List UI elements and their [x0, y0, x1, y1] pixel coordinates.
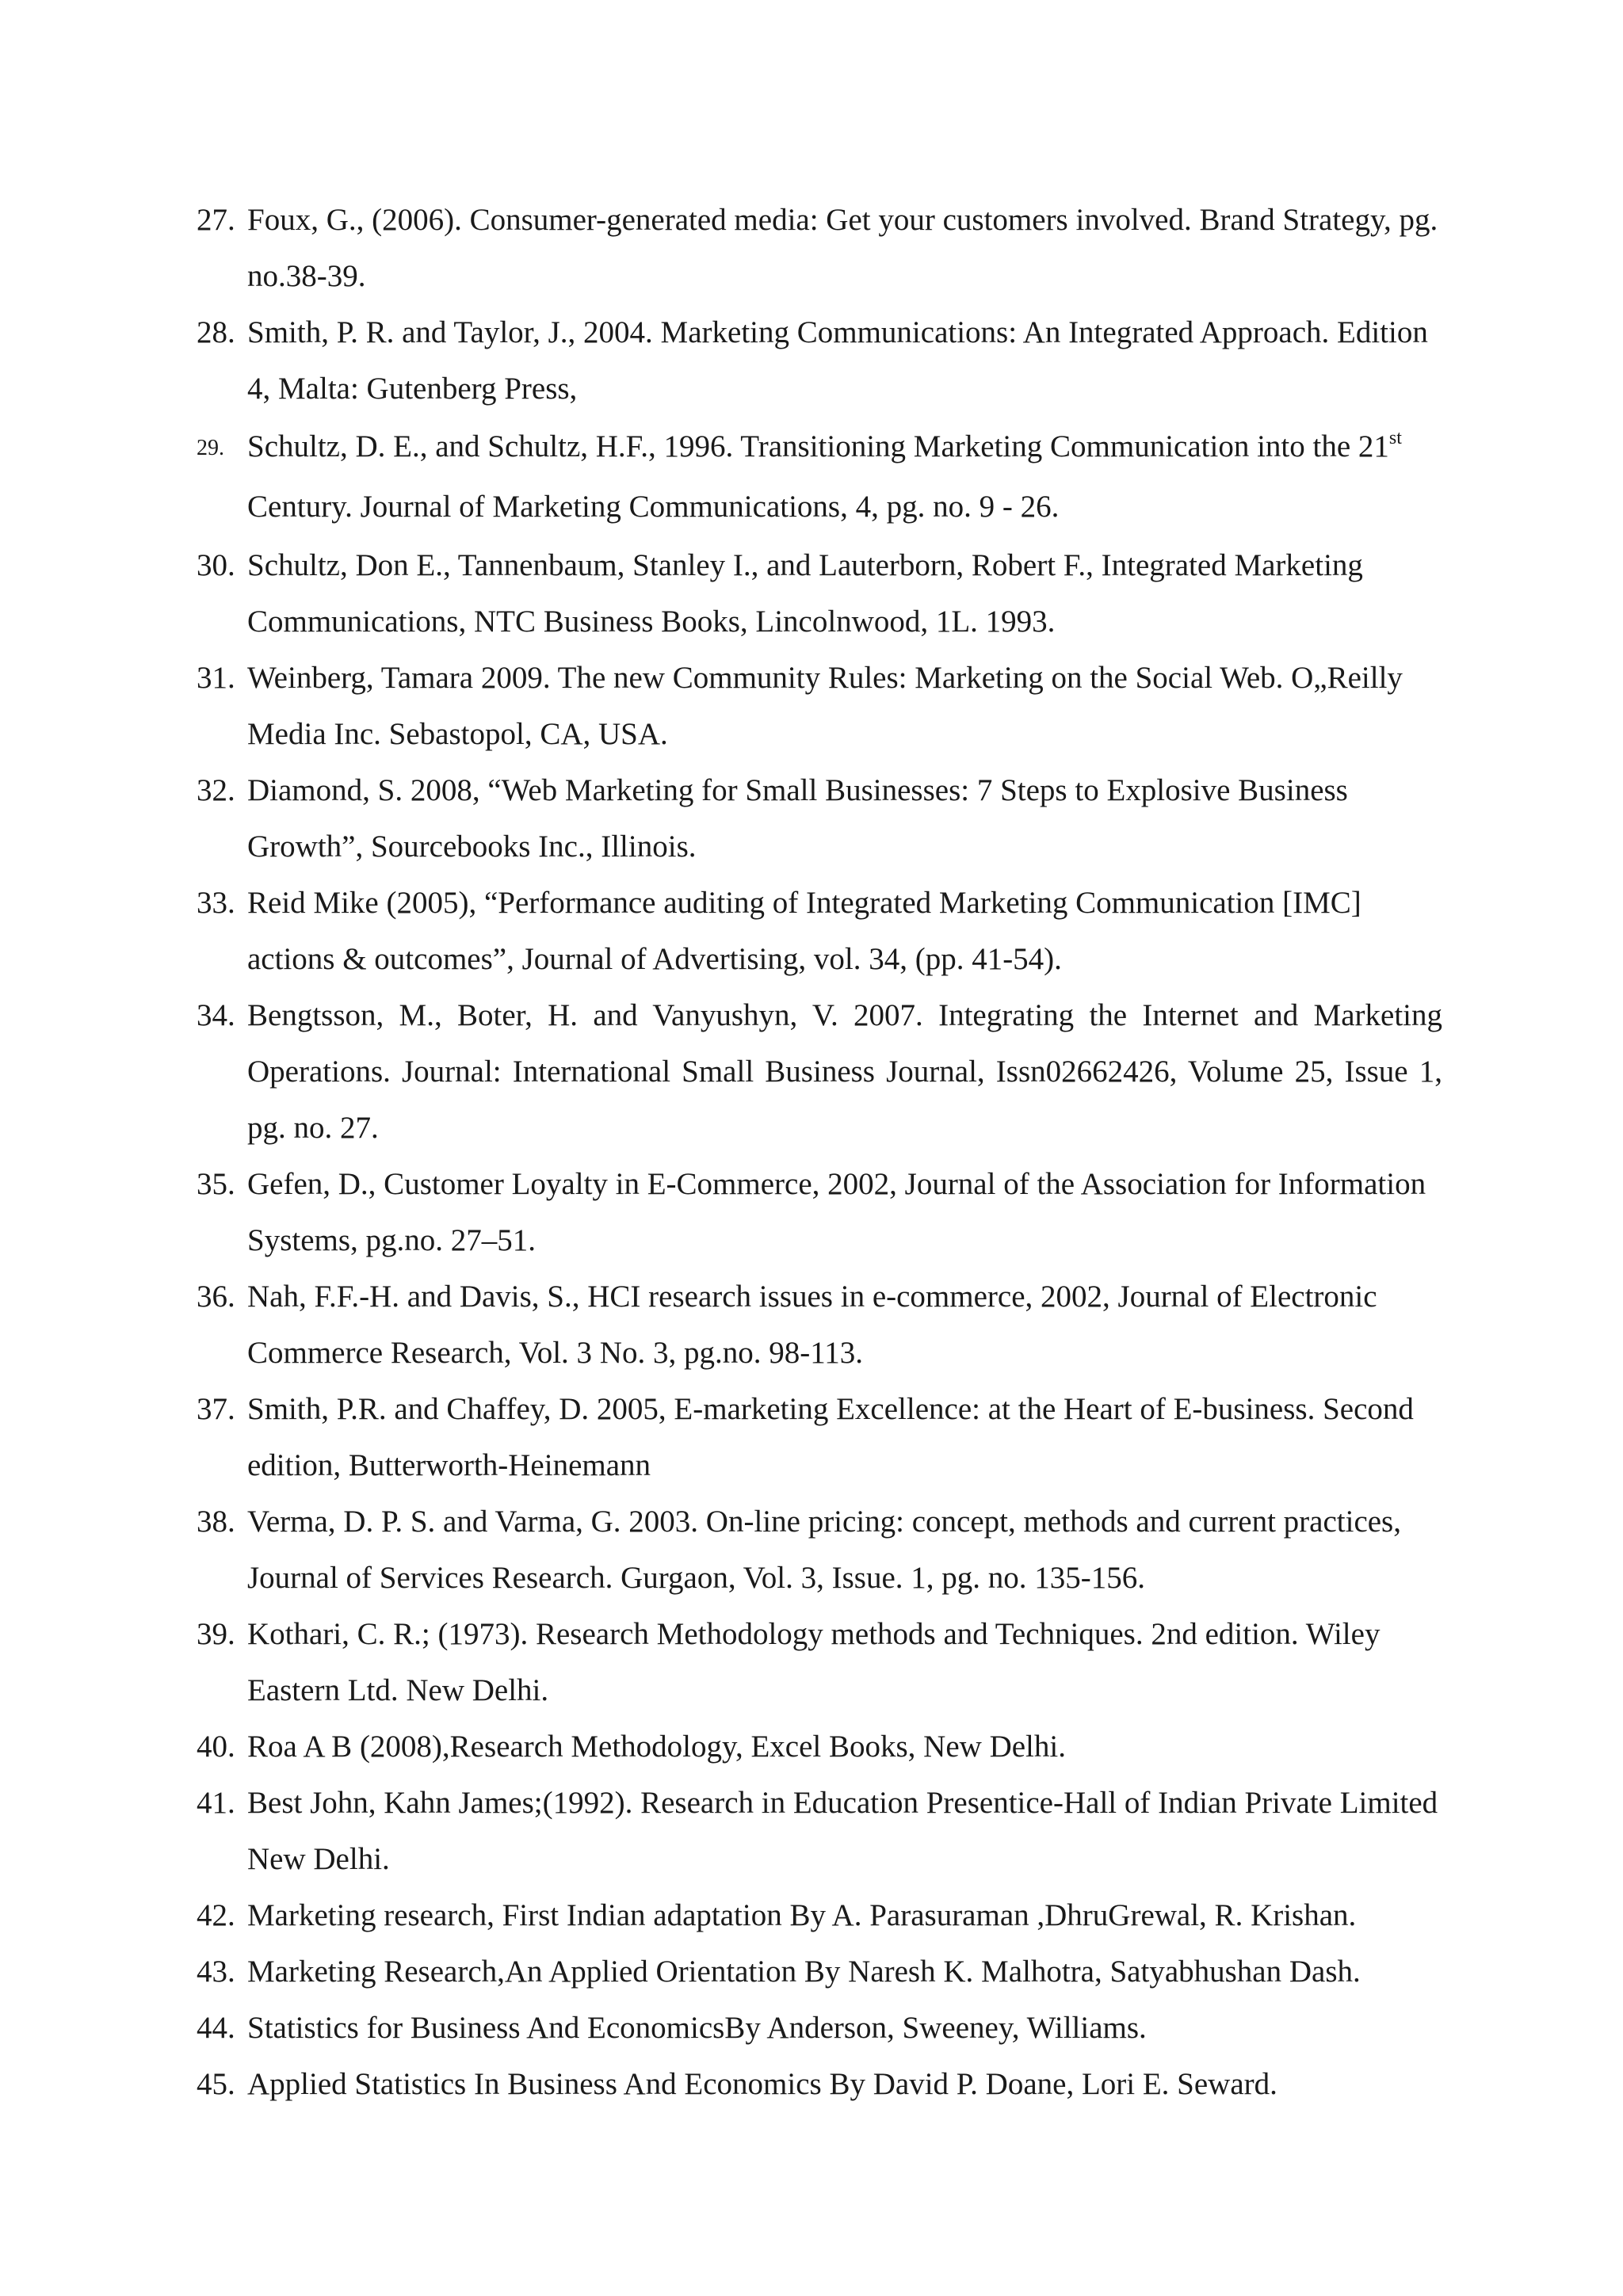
reference-list: [197, 192, 1442, 2112]
reference-number: 31.: [197, 661, 235, 695]
reference-item: [197, 1887, 1442, 1943]
reference-text: Applied Statistics In Business And Economics By David P. Doane, Lori E. Seward.: [247, 2067, 1277, 2101]
reference-text: Foux, G., (2006). Consumer-generated media: Get your customers involved. Brand Strategy, pg. no.38-39.: [247, 203, 1438, 293]
reference-number: 35.: [197, 1167, 235, 1201]
reference-item: [197, 1943, 1442, 2000]
reference-text: Bengtsson, M., Boter, H. and Vanyushyn, V. 2007. Integrating the Internet and Marketing Operations. Journal: International Small Business Journal, Issn02662426, Volume 25, Issue 1, pg. no. 27.: [247, 998, 1442, 1145]
reference-number: 33.: [197, 886, 235, 920]
reference-text: Roa A B (2008),Research Methodology, Excel Books, New Delhi.: [247, 1730, 1066, 1764]
reference-item: [197, 762, 1442, 875]
reference-number: 34.: [197, 998, 235, 1032]
reference-item: [197, 1775, 1442, 1887]
reference-number: 42.: [197, 1898, 235, 1932]
reference-text: Kothari, C. R.; (1973). Research Methodology methods and Techniques. 2nd edition. Wiley Eastern Ltd. New Delhi.: [247, 1617, 1381, 1707]
reference-text: Diamond, S. 2008, “Web Marketing for Small Businesses: 7 Steps to Explosive Business Growth”, Sourcebooks Inc., Illinois.: [247, 773, 1348, 864]
reference-number: 37.: [197, 1392, 235, 1426]
reference-text: Verma, D. P. S. and Varma, G. 2003. On-line pricing: concept, methods and current practices, Journal of Services Research. Gurgaon, Vol. 3, Issue. 1, pg. no. 135-156.: [247, 1505, 1401, 1595]
reference-text: Nah, F.F.-H. and Davis, S., HCI research issues in e-commerce, 2002, Journal of Electronic Commerce Research, Vol. 3 No. 3, pg.no. 98-113.: [247, 1280, 1377, 1370]
reference-text: Schultz, Don E., Tannenbaum, Stanley I., and Lauterborn, Robert F., Integrated Marketing Communications, NTC Business Books, Lincolnwood, 1L. 1993.: [247, 548, 1363, 639]
reference-text: [247, 417, 1442, 537]
reference-number: 39.: [197, 1617, 235, 1651]
reference-item: [197, 417, 1442, 537]
reference-item: [197, 650, 1442, 762]
reference-item: [197, 987, 1442, 1156]
reference-item: [197, 2056, 1442, 2112]
reference-number: 43.: [197, 1955, 235, 1989]
reference-number: 41.: [197, 1786, 235, 1820]
reference-item: [197, 1381, 1442, 1493]
reference-text-part: Century. Journal of Marketing Communications, 4, pg. no. 9 - 26.: [247, 490, 1060, 524]
reference-item: [197, 1718, 1442, 1775]
reference-item: [197, 2000, 1442, 2056]
reference-item: [197, 537, 1442, 650]
reference-text: Marketing Research,An Applied Orientation By Naresh K. Malhotra, Satyabhushan Dash.: [247, 1955, 1361, 1989]
ordinal-superscript: st: [1388, 428, 1402, 448]
reference-text: Marketing research, First Indian adaptation By A. Parasuraman ,DhruGrewal, R. Krishan.: [247, 1898, 1357, 1932]
reference-text: Statistics for Business And EconomicsBy Anderson, Sweeney, Williams.: [247, 2011, 1147, 2045]
reference-text: Smith, P. R. and Taylor, J., 2004. Marketing Communications: An Integrated Approach. Edition 4, Malta: Gutenberg Press,: [247, 315, 1428, 406]
reference-item: [197, 192, 1442, 304]
reference-text: Best John, Kahn James;(1992). Research in Education Presentice-Hall of Indian Private Limited New Delhi.: [247, 1786, 1438, 1876]
reference-item: [197, 1268, 1442, 1381]
reference-text-part: Schultz, D. E., and Schultz, H.F., 1996. Transitioning Marketing Communication into the 21: [247, 429, 1389, 463]
reference-item: [197, 875, 1442, 987]
reference-number: 30.: [197, 548, 235, 582]
reference-number: 28.: [197, 315, 235, 349]
reference-number: 29.: [197, 436, 224, 460]
reference-item: [197, 1156, 1442, 1268]
reference-text: Smith, P.R. and Chaffey, D. 2005, E-marketing Excellence: at the Heart of E-business. Second edition, Butterworth-Heinemann: [247, 1392, 1414, 1482]
reference-number: 44.: [197, 2011, 235, 2045]
reference-text: Gefen, D., Customer Loyalty in E-Commerce, 2002, Journal of the Association for Information Systems, pg.no. 27–51.: [247, 1167, 1426, 1257]
reference-text: Reid Mike (2005), “Performance auditing of Integrated Marketing Communication [IMC] actions & outcomes”, Journal of Advertising, vol. 34, (pp. 41-54).: [247, 886, 1361, 976]
reference-number: 45.: [197, 2067, 235, 2101]
reference-item: [197, 304, 1442, 417]
reference-number: 27.: [197, 203, 235, 237]
reference-number: 38.: [197, 1505, 235, 1539]
reference-number: 36.: [197, 1280, 235, 1314]
reference-item: [197, 1606, 1442, 1718]
reference-text: Weinberg, Tamara 2009. The new Community Rules: Marketing on the Social Web. O„Reilly Media Inc. Sebastopol, CA, USA.: [247, 661, 1403, 751]
reference-item: [197, 1493, 1442, 1606]
reference-number: 40.: [197, 1730, 235, 1764]
reference-number: 32.: [197, 773, 235, 807]
